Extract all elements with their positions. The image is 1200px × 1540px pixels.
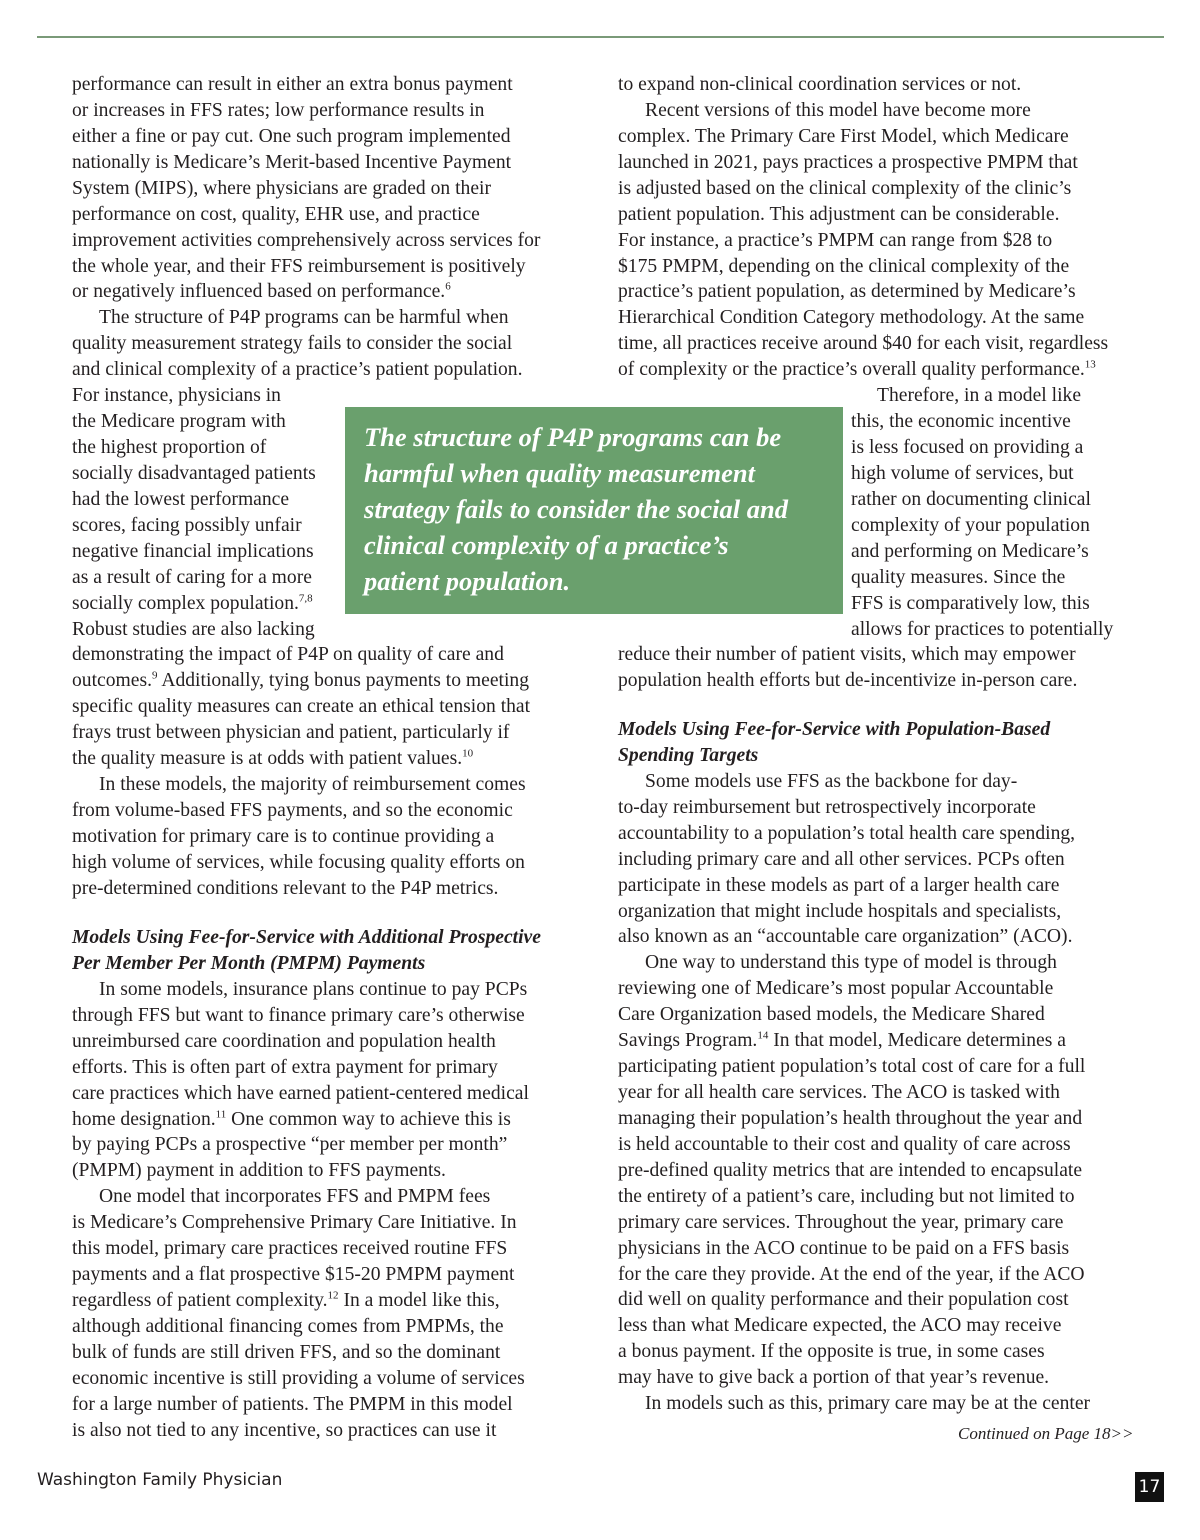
body-text-line: did well on quality performance and their population cost	[618, 1289, 1069, 1311]
body-text-line: the highest proportion of	[72, 437, 267, 459]
body-text-line: frays trust between physician and patient, particularly if	[72, 722, 510, 744]
body-text-line: less than what Medicare expected, the ACO may receive	[618, 1315, 1062, 1337]
body-text-line: the quality measure is at odds with patient values.$^{10}$	[72, 747, 474, 770]
pull-quote	[345, 407, 843, 614]
body-text-line: high volume of services, while focusing quality efforts on	[72, 851, 525, 873]
body-text-line: this, the economic incentive	[851, 411, 1071, 433]
body-text-line: as a result of caring for a more	[72, 566, 312, 588]
body-text-line: $175 PMPM, depending on the clinical complexity of the	[618, 255, 1070, 277]
body-text-line: bulk of funds are still driven FFS, and so the dominant	[72, 1341, 501, 1363]
section-heading-line: Models Using Fee-for-Service with Population-Based	[618, 719, 1051, 740]
body-text-line: of complexity or the practice’s overall quality performance.$^{13}$	[618, 358, 1096, 381]
body-text-line: In models such as this, primary care may be at the center	[645, 1393, 1091, 1415]
continued-note[interactable]: Continued on Page 18>>	[958, 1424, 1134, 1443]
body-text-line: population health efforts but de-incentivize in-person care.	[618, 670, 1078, 692]
body-text-line: a bonus payment. If the opposite is true, in some cases	[618, 1341, 1045, 1363]
body-text-line: year for all health care services. The ACO is tasked with	[618, 1082, 1060, 1104]
body-text-line: Some models use FFS as the backbone for day-	[645, 770, 1018, 792]
body-text-line: nationally is Medicare’s Merit-based Incentive Payment	[72, 151, 512, 173]
body-text-line: reviewing one of Medicare’s most popular Accountable	[618, 978, 1054, 1000]
body-text-line: rather on documenting clinical	[851, 488, 1091, 510]
body-text-line: by paying PCPs a prospective “per member per month”	[72, 1134, 508, 1156]
body-text-line: for the care they provide. At the end of the year, if the ACO	[618, 1263, 1085, 1285]
body-text-line: improvement activities comprehensively across services for	[72, 229, 541, 251]
body-text-line: the whole year, and their FFS reimbursement is positively	[72, 255, 526, 277]
body-text-line: from volume-based FFS payments, and so the economic	[72, 800, 513, 822]
body-text-line: although additional financing comes from PMPMs, the	[72, 1315, 504, 1337]
body-text-line: the Medicare program with	[72, 411, 286, 433]
body-text-line: participating patient population’s total cost of care for a full	[618, 1056, 1086, 1078]
body-text-line: complex. The Primary Care First Model, which Medicare	[618, 125, 1069, 147]
body-text-line: Care Organization based models, the Medicare Shared	[618, 1004, 1045, 1026]
body-text-line: also known as an “accountable care organization” (ACO).	[618, 926, 1073, 948]
body-text-line: demonstrating the impact of P4P on quality of care and	[72, 644, 504, 666]
body-text-line: socially disadvantaged patients	[72, 462, 316, 484]
body-text-line: regardless of patient complexity.$^{12}$ In a model like this,	[72, 1289, 500, 1312]
body-text-line: For instance, a practice’s PMPM can range from $28 to	[618, 229, 1053, 251]
body-text-line: One way to understand this type of model is through	[645, 952, 1057, 974]
body-text-line: FFS is comparatively low, this	[851, 592, 1090, 614]
body-text-line: care practices which have earned patient-centered medical	[72, 1082, 529, 1104]
body-text-line: time, all practices receive around $40 for each visit, regardless	[618, 333, 1109, 355]
body-text-line: performance on cost, quality, EHR use, and practice	[72, 203, 480, 225]
body-text-line: complexity of your population	[851, 514, 1090, 536]
section-heading-line: Spending Targets	[618, 744, 759, 766]
body-text-line: participate in these models as part of a larger health care	[618, 874, 1060, 896]
pull-quote-line: strategy fails to consider the social and	[364, 494, 788, 524]
body-text-line: managing their population’s health throughout the year and	[618, 1107, 1083, 1129]
body-text-line: outcomes.$^9$ Additionally, tying bonus payments to meeting	[72, 669, 530, 692]
body-text-line: Robust studies are also lacking	[72, 618, 315, 640]
body-text-line: is Medicare’s Comprehensive Primary Care Initiative. In	[72, 1212, 517, 1234]
body-text-line: specific quality measures can create an ethical tension that	[72, 696, 531, 718]
body-text-line: the entirety of a patient’s care, including but not limited to	[618, 1185, 1075, 1207]
body-text-line: pre-determined conditions relevant to the P4P metrics.	[72, 877, 499, 899]
body-text-line: physicians in the ACO continue to be paid on a FFS basis	[618, 1237, 1070, 1259]
body-text-line: In some models, insurance plans continue to pay PCPs	[99, 978, 528, 1000]
body-text-line: may have to give back a portion of that year’s revenue.	[618, 1367, 1050, 1389]
pull-quote-line: patient population.	[364, 566, 571, 596]
body-text-line: quality measures. Since the	[851, 566, 1066, 588]
body-text-line: this model, primary care practices received routine FFS	[72, 1238, 508, 1260]
section-heading-line: Per Member Per Month (PMPM) Payments	[72, 952, 426, 974]
body-text-line: allows for practices to potentially	[851, 618, 1114, 640]
body-text-line: organization that might include hospitals and specialists,	[618, 900, 1062, 922]
body-text-line: quality measurement strategy fails to consider the social	[72, 333, 513, 355]
publication-title: Washington Family Physician	[37, 1470, 283, 1490]
body-text-line: practice’s patient population, as determined by Medicare’s	[618, 281, 1076, 303]
body-text-line: either a fine or pay cut. One such program implemented	[72, 125, 511, 147]
body-text-line: launched in 2021, pays practices a prospective PMPM that	[618, 151, 1078, 173]
body-text-line: patient population. This adjustment can be considerable.	[618, 203, 1060, 225]
body-text-line: performance can result in either an extra bonus payment	[72, 74, 513, 95]
body-text-line: is also not tied to any incentive, so practices can use it	[72, 1419, 497, 1441]
body-text-line: One model that incorporates FFS and PMPM fees	[99, 1186, 491, 1208]
body-text-line: through FFS but want to finance primary care’s otherwise	[72, 1004, 525, 1026]
body-text-line: primary care services. Throughout the year, primary care	[618, 1211, 1064, 1233]
body-text-line: Hierarchical Condition Category methodology. At the same	[618, 307, 1085, 329]
body-text-line: reduce their number of patient visits, which may empower	[618, 644, 1076, 666]
body-text-line: high volume of services, but	[851, 462, 1074, 484]
body-text-line: scores, facing possibly unfair	[72, 514, 302, 536]
pull-quote-line: harmful when quality measurement	[364, 458, 755, 488]
body-text-line: System (MIPS), where physicians are graded on their	[72, 177, 491, 199]
body-text-line: for a large number of patients. The PMPM in this model	[72, 1393, 513, 1415]
body-text-line: is held accountable to their cost and quality of care across	[618, 1133, 1071, 1155]
body-text-line: or negatively influenced based on performance.$^6$	[72, 280, 451, 303]
body-text-line: motivation for primary care is to continue providing a	[72, 825, 495, 847]
body-text-line: For instance, physicians in	[72, 385, 281, 407]
body-text-line: and performing on Medicare’s	[851, 540, 1089, 562]
section-heading-line: Models Using Fee-for-Service with Additional Prospective	[72, 927, 541, 948]
body-text-line: socially complex population.$^{7,8}$	[72, 592, 313, 614]
body-text-line: payments and a flat prospective $15-20 PMPM payment	[72, 1264, 515, 1286]
pull-quote-line: clinical complexity of a practice’s	[364, 530, 729, 560]
pull-quote-line: The structure of P4P programs can be	[364, 422, 782, 452]
body-text-line: to expand non-clinical coordination services or not.	[618, 74, 1022, 95]
body-text-line: Savings Program.$^{14}$ In that model, Medicare determines a	[618, 1029, 1066, 1052]
body-text-line: home designation.$^{11}$ One common way to achieve this is	[72, 1107, 511, 1130]
body-text-line: Recent versions of this model have become more	[645, 99, 1031, 121]
body-text-line: pre-defined quality metrics that are intended to encapsulate	[618, 1159, 1083, 1181]
body-text-line: negative financial implications	[72, 540, 314, 562]
body-text-line: The structure of P4P programs can be harmful when	[99, 307, 509, 329]
body-text-line: efforts. This is often part of extra payment for primary	[72, 1056, 498, 1078]
page-number: 17	[1135, 1472, 1164, 1502]
body-text-line: accountability to a population’s total health care spending,	[618, 822, 1076, 844]
body-text-line: had the lowest performance	[72, 488, 290, 510]
body-text-line: is less focused on providing a	[851, 437, 1084, 459]
body-text-line: or increases in FFS rates; low performance results in	[72, 99, 485, 121]
body-text-line: unreimbursed care coordination and population health	[72, 1030, 496, 1052]
body-text-line: and clinical complexity of a practice’s patient population.	[72, 359, 523, 381]
body-text-line: is adjusted based on the clinical complexity of the clinic’s	[618, 177, 1072, 199]
body-text-line: (PMPM) payment in addition to FFS payments.	[72, 1160, 446, 1182]
body-text-line: to-day reimbursement but retrospectively incorporate	[618, 796, 1036, 818]
body-text-line: including primary care and all other services. PCPs often	[618, 848, 1065, 870]
body-text-line: In these models, the majority of reimbursement comes	[99, 774, 526, 796]
body-text-line: economic incentive is still providing a volume of services	[72, 1367, 525, 1389]
top-rule	[37, 36, 1164, 38]
body-text-line: Therefore, in a model like	[877, 385, 1082, 407]
